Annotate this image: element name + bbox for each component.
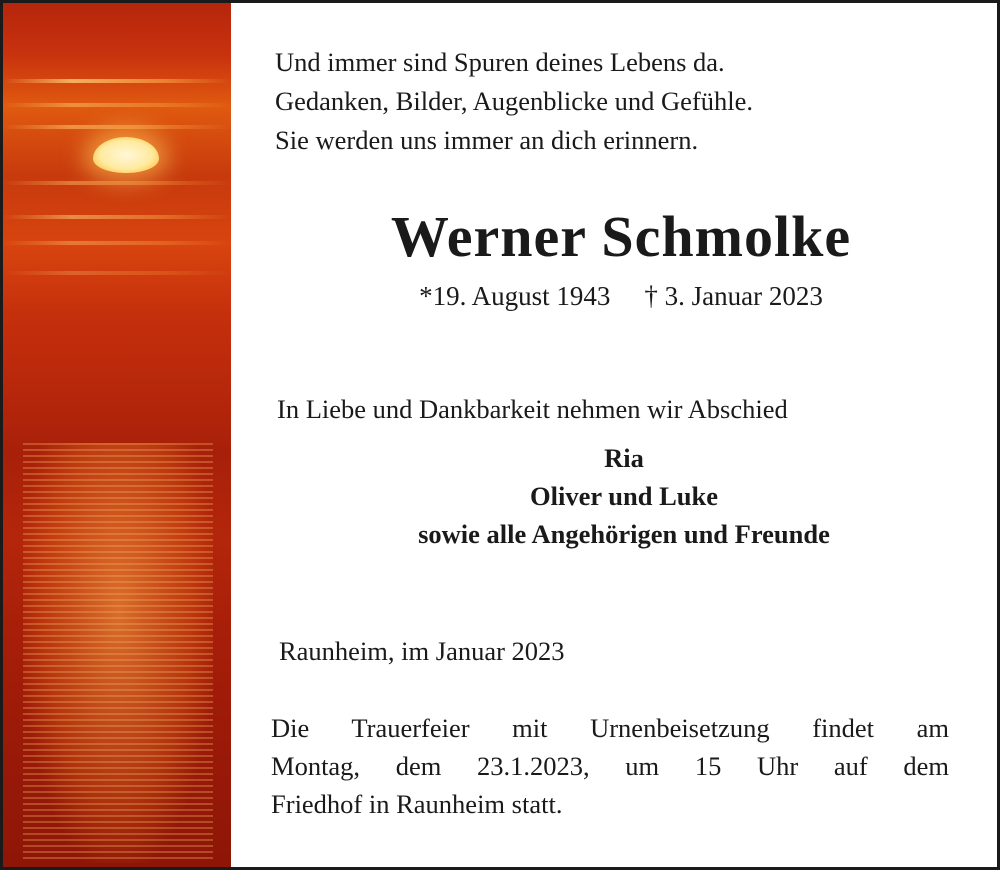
mourners-list: [231, 439, 997, 553]
deceased-name: Werner Schmolke: [390, 204, 852, 269]
notice-line: Friedhof in Raunheim statt.: [271, 789, 563, 819]
notice-line: Montag, dem 23.1.2023, um 15 Uhr auf dem: [271, 751, 949, 781]
memorial-verse: [275, 43, 753, 160]
farewell-line: In Liebe und Dankbarkeit nehmen wir Abschied: [277, 394, 788, 424]
mourner: Oliver und Luke: [529, 481, 718, 511]
obituary-text: [231, 3, 997, 867]
life-dates: [231, 281, 997, 312]
place-and-date: Raunheim, im Januar 2023: [279, 636, 565, 666]
mourner: Ria: [604, 443, 644, 473]
verse-line: Gedanken, Bilder, Augenblicke und Gefühle.: [275, 86, 754, 116]
birth-date: *19. August 1943: [419, 281, 611, 311]
sun-shape: [93, 137, 159, 173]
funeral-notice: [271, 709, 949, 823]
sea-reflection: [23, 443, 213, 863]
mourner: sowie alle Angehörigen und Freunde: [418, 519, 830, 549]
sunset-photo: [3, 3, 231, 867]
notice-line: Die Trauerfeier mit Urnenbeisetzung findet am: [271, 713, 949, 743]
verse-line: Und immer sind Spuren deines Lebens da.: [275, 47, 725, 77]
verse-line: Sie werden uns immer an dich erinnern.: [275, 125, 699, 155]
death-date: † 3. Januar 2023: [644, 281, 823, 311]
